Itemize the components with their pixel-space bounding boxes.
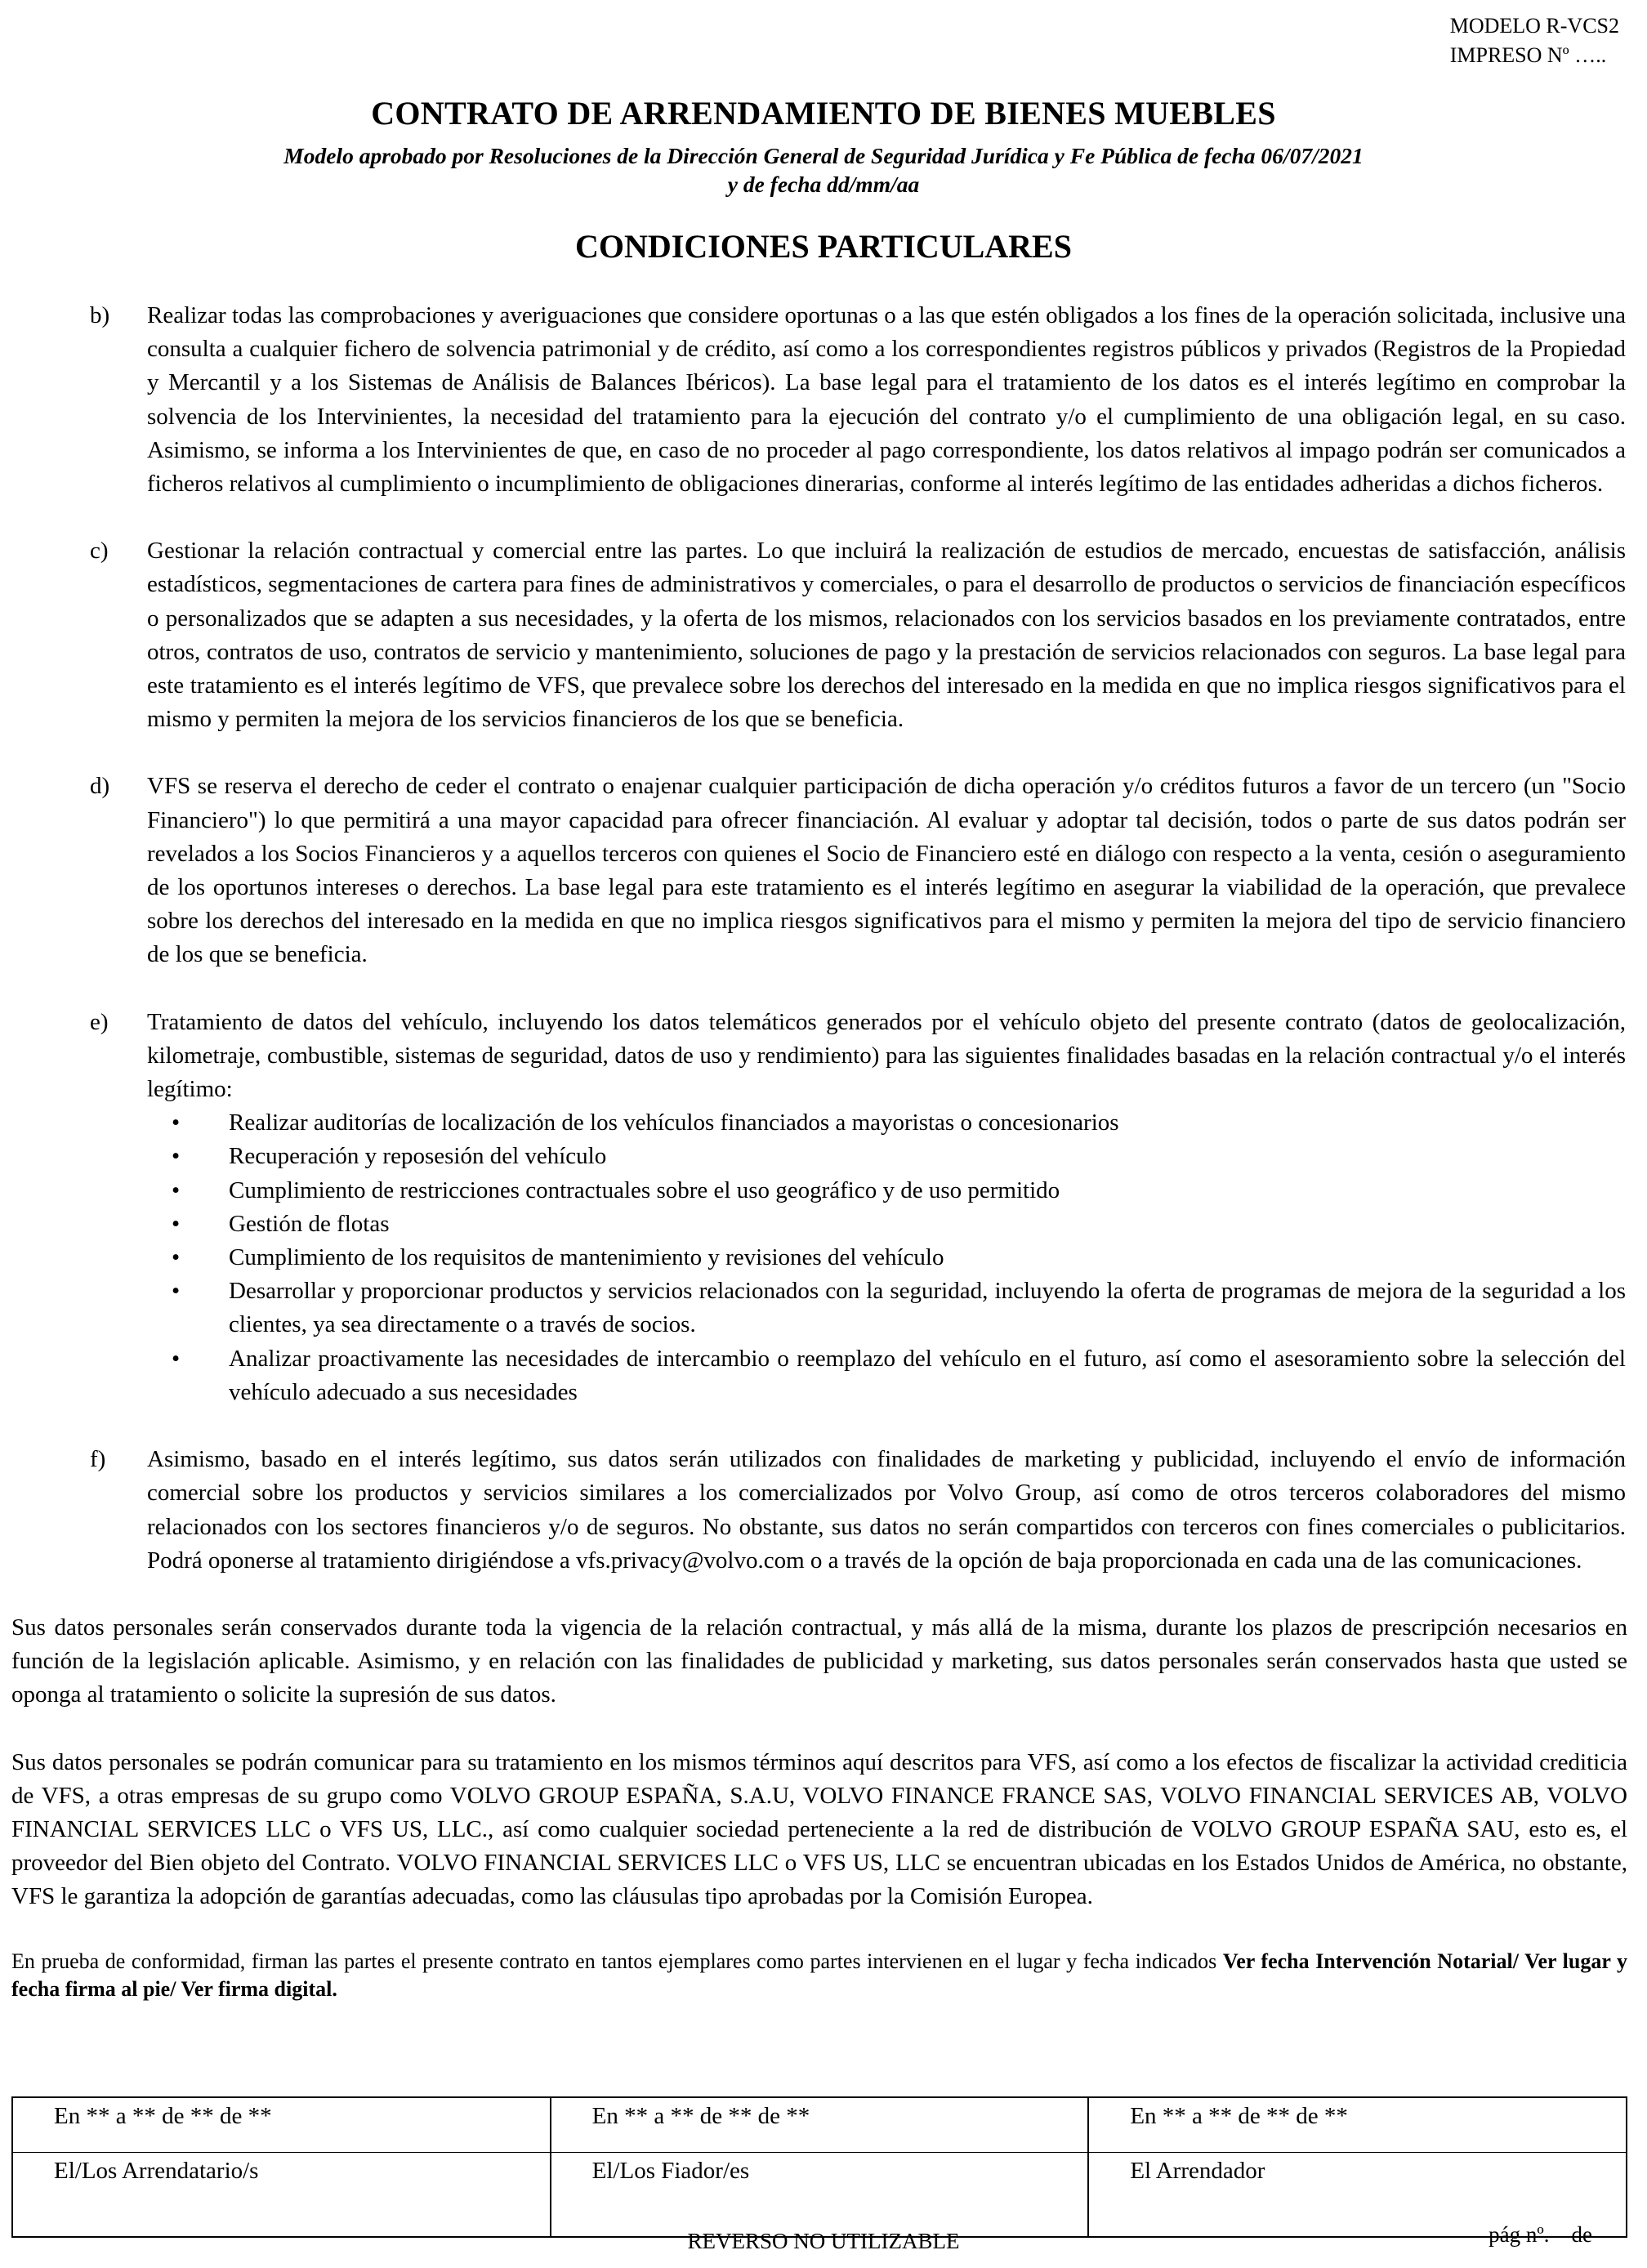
reverse-notice: REVERSO NO UTILIZABLE	[687, 2229, 960, 2253]
clause-e	[11, 1006, 1627, 1409]
clause-text: Asimismo, basado en el interés legítimo, sus datos serán utilizados con finalidades de marketing y publicidad, incluyendo el envío de información comercial sobre los productos y servicios similares a los comercializados por Volvo Group, así como de otros terceros colaboradores del mismo relacionados con los sectores financieros y/o de seguros. No obstante, sus datos no serán compartidos con terceros con fines comerciales o publicitarios. Podrá oponerse al tratamiento dirigiéndose a vfs.privacy@volvo.com o a través de la opción de baja proporcionada en cada una de las comunicaciones.	[147, 1446, 1626, 1574]
print-number: IMPRESO Nº …..	[1449, 43, 1607, 67]
signature-table	[11, 2096, 1627, 2238]
clause-text: VFS se reserva el derecho de ceder el contrato o enajenar cualquier participación de dicha operación y/o créditos futuros a favor de un tercero (un "Socio Financiero") lo que permitirá a una mayor capacidad para ofrecer financiación. Al evaluar y adoptar tal decisión, todos o parte de sus datos podrán ser revelados a los Socios Financieros y a aquellos terceros con quienes el Socio de Financiero esté en diálogo con respecto a la venta, cesión o aseguramiento de los oportunos intereses o derechos. La base legal para este tratamiento es el interés legítimo en asegurar la viabilidad de la operación, que prevalece sobre los derechos del interesado en la medida en que no implica riesgos significativos para el mismo y permiten la mejora del tipo de servicio financiero de los que se beneficia.	[147, 773, 1626, 968]
model-code: MODELO R-VCS2	[1449, 14, 1619, 38]
clause-text-wrapper	[147, 1006, 1626, 1409]
list-item: • Recuperación y reposesión del vehículo	[147, 1140, 1626, 1173]
clause-d	[11, 770, 1627, 971]
clause-text: Tratamiento de datos del vehículo, incluyendo los datos telemáticos generados por el vehículo objeto del presente contrato (datos de geolocalización, kilometraje, combustible, sistemas de seguridad, datos de uso y rendimiento) para las siguientes finalidades basadas en la relación contractual y/o el interés legítimo:	[147, 1008, 1626, 1103]
clause-b	[11, 299, 1627, 501]
document-body	[11, 299, 1627, 2003]
clause-f	[11, 1443, 1627, 1578]
section-title: CONDICIONES PARTICULARES	[575, 228, 1072, 265]
conservation-paragraph: Sus datos personales serán conservados durante toda la vigencia de la relación contractual, y más allá de la misma, durante los plazos de prescripción necesarios en función de la legislación aplicable. Asimismo, y en relación con las finalidades de publicidad y marketing, sus datos personales serán conservados hasta que usted se oponga al tratamiento o solicite la supresión de sus datos.	[11, 1614, 1627, 1708]
communication-paragraph: Sus datos personales se podrán comunicar para su tratamiento en los mismos términos aquí descritos para VFS, así como a los efectos de fiscalizar la actividad crediticia de VFS, a otras empresas de su grupo como VOLVO GROUP ESPAÑA, S.A.U, VOLVO FINANCE FRANCE SAS, VOLVO FINANCIAL SERVICES AB, VOLVO FINANCIAL SERVICES LLC o VFS US, LLC., así como cualquier sociedad perteneciente a la red de distribución de VOLVO GROUP ESPAÑA SAU, esto es, el proveedor del Bien objeto del Contrato. VOLVO FINANCIAL SERVICES LLC o VFS US, LLC se encuentran ubicadas en los Estados Unidos de América, no obstante, VFS le garantiza la adopción de garantías adecuadas, como las cláusulas tipo aprobadas por la Comisión Europea.	[11, 1748, 1627, 1910]
clause-c	[11, 534, 1627, 736]
signature-date-lessee: En ** a ** de ** de **	[12, 2097, 551, 2153]
signature-date-lessor: En ** a ** de ** de **	[1088, 2097, 1627, 2153]
signature-statement	[11, 1948, 1627, 2003]
signature-role-guarantor: El/Los Fiador/es	[551, 2153, 1089, 2238]
list-item: • Analizar proactivamente las necesidades de intercambio o reemplazo del vehículo en el futuro, así como el asesoramiento sobre la selección del vehículo adecuado a sus necesidades	[147, 1342, 1626, 1409]
list-item: • Gestión de flotas	[147, 1208, 1626, 1241]
clause-letter: f)	[90, 1446, 106, 1473]
document-subtitle-date: y de fecha dd/mm/aa	[727, 172, 920, 197]
signature-role-lessor: El Arrendador	[1088, 2153, 1627, 2238]
clause-text: Gestionar la relación contractual y comercial entre las partes. Lo que incluirá la realización de estudios de mercado, encuestas de satisfacción, análisis estadísticos, segmentaciones de cartera para fines de administrativos y comerciales, o para el desarrollo de productos o servicios de financiación específicos o personalizados que se adapten a sus necesidades, y la oferta de los mismos, relacionados con los servicios basados en los previamente contratados, entre otros, contratos de uso, contratos de servicio y mantenimiento, soluciones de pago y la prestación de servicios relacionados con seguros. La base legal para este tratamiento es el interés legítimo de VFS, que prevalece sobre los derechos del interesado en la medida en que no implica riesgos significativos para el mismo y permiten la mejora de los servicios financieros de los que se beneficia.	[147, 538, 1626, 733]
list-item: • Cumplimiento de los requisitos de mantenimiento y revisiones del vehículo	[147, 1241, 1626, 1275]
list-item: • Desarrollar y proporcionar productos y servicios relacionados con la seguridad, incluyendo la oferta de programas de mejora de la seguridad a los clientes, ya sea directamente o a través de socios.	[147, 1275, 1626, 1342]
clause-letter: c)	[90, 538, 109, 565]
purpose-list	[147, 1106, 1626, 1409]
document-title: CONTRATO DE ARRENDAMIENTO DE BIENES MUEBLES	[371, 95, 1276, 132]
model-reference	[1450, 11, 1619, 70]
clause-letter: e)	[90, 1008, 109, 1035]
page-number: pág nº.—de—	[1489, 2222, 1614, 2247]
signature-date-guarantor: En ** a ** de ** de **	[551, 2097, 1089, 2153]
list-item: • Realizar auditorías de localización de los vehículos financiados a mayoristas o concesionarios	[147, 1106, 1626, 1140]
signature-role-lessee: El/Los Arrendatario/s	[12, 2153, 551, 2238]
document-subtitle: Modelo aprobado por Resoluciones de la Dirección General de Seguridad Jurídica y Fe Pública de fecha 06/07/2021	[283, 143, 1364, 168]
clause-letter: d)	[90, 773, 110, 800]
clause-text: Realizar todas las comprobaciones y averiguaciones que considere oportunas o a las que estén obligados a los fines de la operación solicitada, inclusive una consulta a cualquier fichero de solvencia patrimonial y de crédito, así como a los correspondientes registros públicos y privados (Registros de la Propiedad y Mercantil y a los Sistemas de Análisis de Balances Ibéricos). La base legal para el tratamiento de los datos es el interés legítimo en comprobar la solvencia de los Intervinientes, la necesidad del tratamiento para la ejecución del contrato y/o el cumplimiento de una obligación legal, en su caso. Asimismo, se informa a los Intervinientes de que, en caso de no proceder al pago correspondiente, los datos relativos al impago podrán ser comunicados a ficheros relativos al cumplimiento o incumplimiento de obligaciones dinerarias, conforme al interés legítimo de las entidades adheridas a dichos ficheros.	[147, 302, 1626, 498]
signature-statement-bold: Ver fecha Intervención Notarial/ Ver lugar y fecha firma al pie/ Ver firma digital.	[11, 1949, 1627, 2001]
clause-letter: b)	[90, 302, 110, 328]
signature-statement-text: En prueba de conformidad, firman las partes el presente contrato en tantos ejemplares como partes intervienen en el lugar y fecha indicados	[11, 1949, 1223, 1973]
list-item: • Cumplimiento de restricciones contractuales sobre el uso geográfico y de uso permitido	[147, 1174, 1626, 1208]
